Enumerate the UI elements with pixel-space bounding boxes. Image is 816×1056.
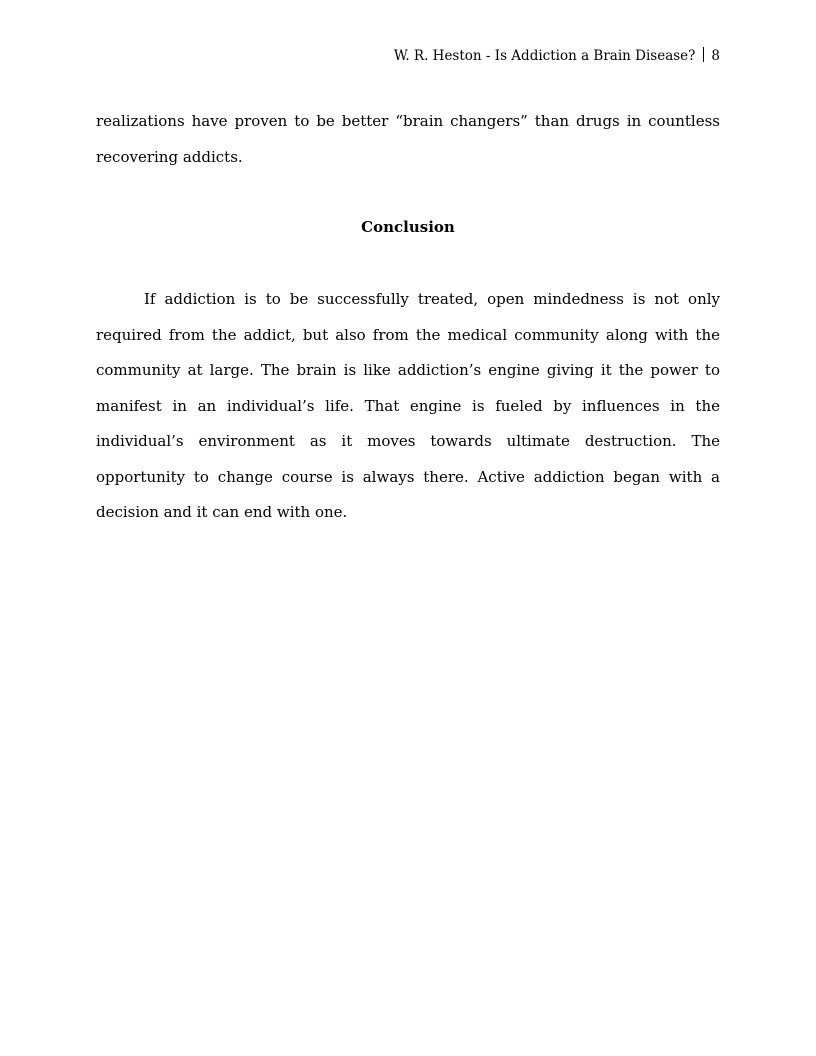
conclusion-paragraph: If addiction is to be successfully treated, open mindedness is not only required from the addict, but also from the medical community along with the community at large. The brain is like addiction’s engine giving it the power to manifest in an individual’s life. That engine is fueled by influences in the individual’s environment as it moves towards ultimate destruction. The opportunity to change course is always there. Active addiction began with a decision and it can end with one. <box>96 290 720 521</box>
section-heading: Conclusion <box>361 218 455 236</box>
header-separator <box>703 47 704 62</box>
continued-paragraph: realizations have proven to be better “brain changers” than drugs in countless recovering addicts. <box>96 112 720 166</box>
running-title: W. R. Heston - Is Addiction a Brain Disease? <box>393 48 696 64</box>
running-header <box>394 46 720 66</box>
page-number: 8 <box>711 48 720 64</box>
